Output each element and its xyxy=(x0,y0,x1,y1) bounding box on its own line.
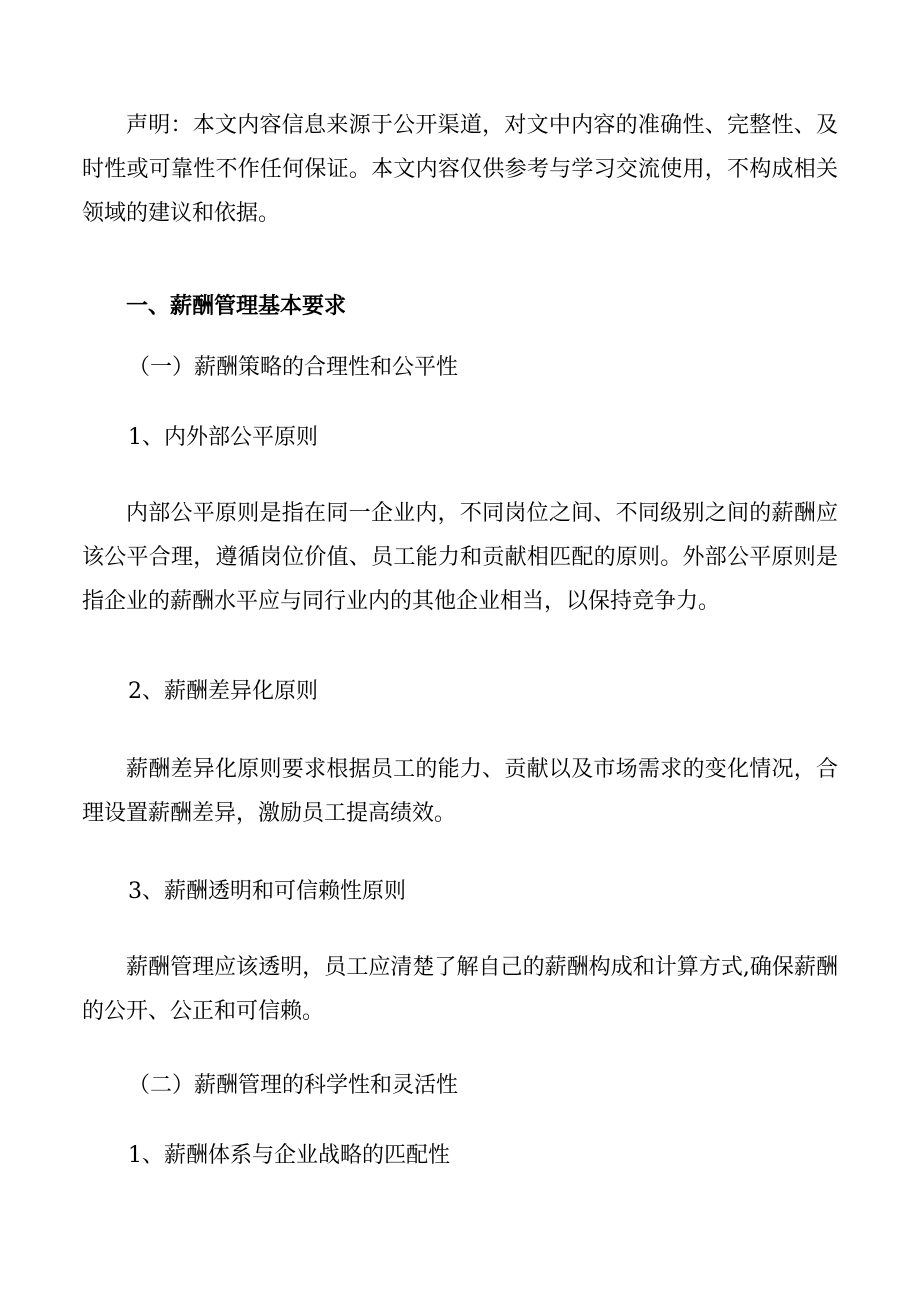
item-heading: 1、薪酬体系与企业战略的匹配性 xyxy=(128,1143,450,1168)
disclaimer-paragraph: 声明：本文内容信息来源于公开渠道，对文中内容的准确性、完整性、及时性或可靠性不作任何保证。本文内容仅供参考与学习交流使用，不构成相关领域的建议和依据。 xyxy=(82,113,838,226)
item-heading: 1、内外部公平原则 xyxy=(128,425,318,450)
body-paragraph: 薪酬差异化原则要求根据员工的能力、贡献以及市场需求的变化情况，合理设置薪酬差异，激励员工提高绩效。 xyxy=(82,757,838,826)
item-heading: 2、薪酬差异化原则 xyxy=(128,679,318,704)
body-paragraph: 薪酬管理应该透明，员工应清楚了解自己的薪酬构成和计算方式,确保薪酬的公开、公正和可信赖。 xyxy=(82,955,838,1024)
item-heading: 3、薪酬透明和可信赖性原则 xyxy=(128,879,406,904)
subsection-heading: （一）薪酬策略的合理性和公平性 xyxy=(128,355,459,380)
subsection-heading: （二）薪酬管理的科学性和灵活性 xyxy=(128,1073,459,1098)
section-heading: 一、薪酬管理基本要求 xyxy=(126,293,347,319)
body-paragraph: 内部公平原则是指在同一企业内，不同岗位之间、不同级别之间的薪酬应该公平合理，遵循岗位价值、员工能力和贡献相匹配的原则。外部公平原则是指企业的薪酬水平应与同行业内的其他企业相当，以保持竞争力。 xyxy=(82,501,838,614)
